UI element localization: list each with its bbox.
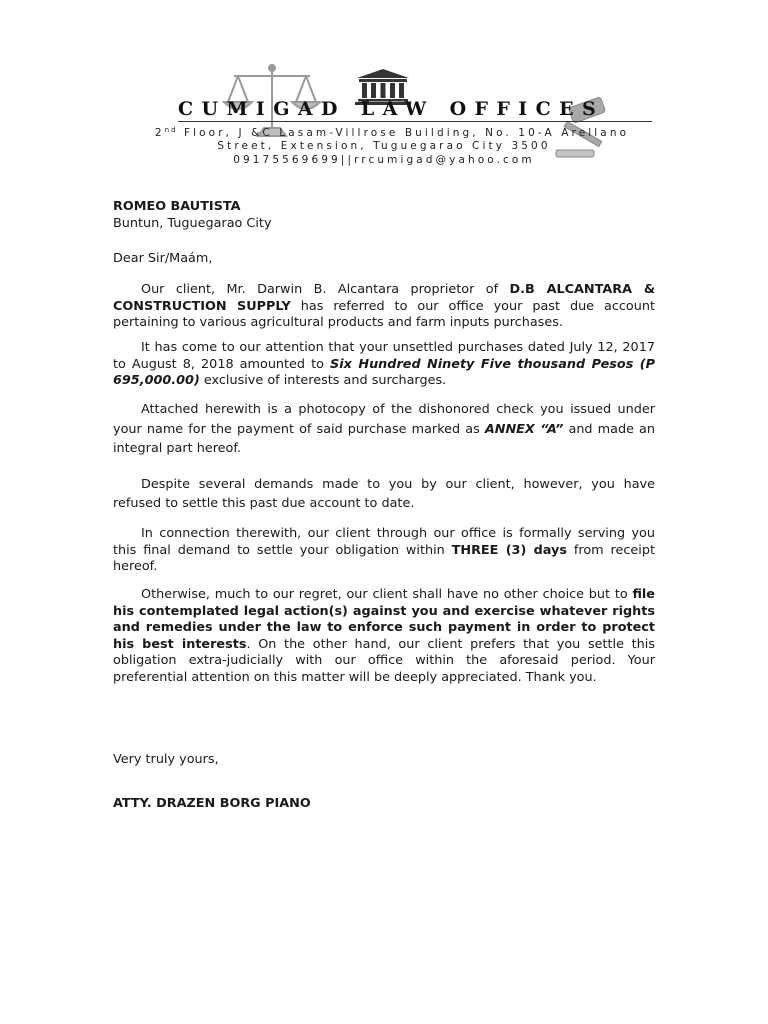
recipient-name: ROMEO BAUTISTA [113,199,241,214]
floor-ordinal: 2 [154,127,165,139]
p3-text-a: Attached herewith is a photocopy of the dishonored check you issued under your name for the payment of said purchase marked as [113,402,655,437]
closing: Very truly yours, [113,752,219,767]
annex-label: ANNEX “A” [484,421,564,437]
p1-text-a: Our client, Mr. Darwin B. Alcantara proprietor of [141,282,510,297]
paragraph-amount-due [113,340,655,390]
paragraph-final-demand [113,526,655,576]
paragraph-legal-action [113,587,655,686]
amount-due: Six Hundred Ninety Five thousand Pesos (P 695,000.00) [113,356,655,388]
deadline: THREE (3) days [451,542,567,558]
letterhead-address-line-2: Street, Extension, Tuguegarao City 3500 [217,140,551,152]
p6-text-c: . On the other hand, our client prefers that you settle this obligation extra-judicially with our office within the aforesaid period. Your preferential attention on this matter will be deeply appreciated. Thank you. [113,636,655,685]
business-name: D.B ALCANTARA & CONSTRUCTION SUPPLY [113,282,655,314]
paragraph-demands: Despite several demands made to you by our client, however, you have refused to settle this past due account to date. [113,477,655,511]
p6-text-a: Otherwise, much to our regret, our client shall have no other choice but to [141,587,633,602]
letterhead-contact-line: 09175569699||rrcumigad@yahoo.com [233,154,535,166]
floor-ordinal-suffix: nd [164,126,178,134]
p2-text-c: exclusive of interests and surcharges. [199,373,447,388]
p3-text-c: and made an integral part hereof. [113,421,655,456]
firm-name: CUMIGAD LAW OFFICES [178,98,605,120]
p2-text-a: It has come to our attention that your unsettled purchases dated July 12, 2017 to August 8, 2018 amounted to [113,340,655,372]
letterhead-address-line-1 [0,126,768,139]
address-line-1-text: Floor, J &C Lasam-Villrose Building, No. 10-A Arellano [177,127,630,139]
salutation: Dear Sir/Maám, [113,251,213,266]
signatory-name: ATTY. DRAZEN BORG PIANO [113,796,311,811]
recipient-address: Buntun, Tuguegarao City [113,216,272,231]
paragraph-client-referral [113,282,655,332]
letterhead-rule [178,121,652,122]
p5-text-c: from receipt hereof. [113,542,655,574]
p5-text-a: In connection therewith, our client through our office is formally serving you this final demand to settle your obligation within [113,526,655,558]
p1-text-c: has referred to our office your past due account pertaining to various agricultural products and farm inputs purchases. [113,298,655,330]
paragraph-annex [113,400,655,459]
legal-action-warning: file his contemplated legal action(s) against you and exercise whatever rights and remedies under the law to enforce such payment in order to protect his best interests [113,587,655,652]
